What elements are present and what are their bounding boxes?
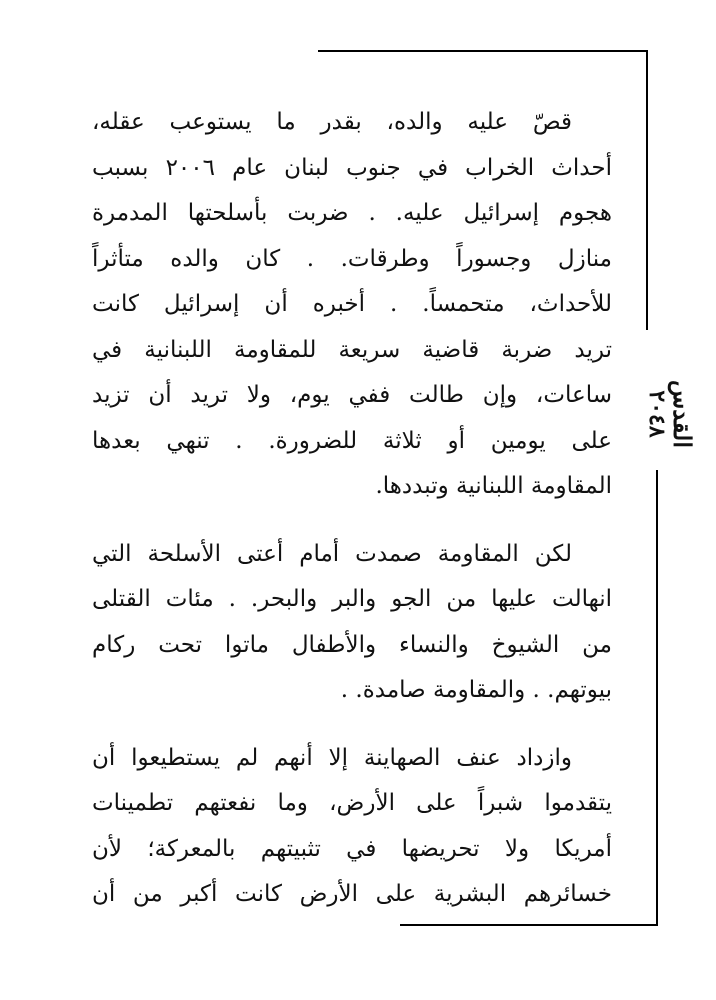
text-line: هجوم إسرائيل عليه. . ضربت بأسلحتها المدمرة [92, 200, 612, 226]
frame-right-rule [646, 50, 648, 330]
frame-top-rule [318, 50, 648, 52]
running-head-title: القدس [668, 380, 697, 449]
paragraph [92, 532, 612, 714]
text-line: على يومين أو ثلاثة للضرورة. . تنهي بعدها [92, 427, 612, 454]
text-line: منازل وجسوراً وطرقات. . كان والده متأثراً [92, 245, 612, 272]
text-line: خسائرهم البشرية على الأرض كانت أكبر من أن [92, 881, 612, 907]
paragraph [92, 100, 612, 510]
text-line: لكن المقاومة صمدت أمام أعتى الأسلحة التي [92, 540, 572, 567]
text-line: قصّ عليه والده، بقدر ما يستوعب عقله، [92, 109, 572, 135]
frame-right-lower-rule [656, 470, 658, 926]
text-line: انهالت عليها من الجو والبر والبحر. . مئات القتلى [92, 586, 612, 612]
running-head-issue: ٢٠٤٨ [644, 390, 670, 438]
text-line: يتقدموا شبراً على الأرض، وما نفعتهم تطمينات [92, 790, 612, 816]
text-line: للأحداث، متحمساً. . أخبره أن إسرائيل كانت [92, 291, 612, 317]
text-line: المقاومة اللبنانية وتبددها. [375, 473, 612, 499]
text-line: بيوتهم. . والمقاومة صامدة. . [340, 677, 612, 703]
text-line: تريد ضربة قاضية سريعة للمقاومة اللبنانية في [92, 336, 612, 363]
text-line: وازداد عنف الصهاينة إلا أنهم لم يستطيعوا أن [92, 744, 572, 771]
paragraph [92, 736, 612, 918]
text-line: ساعات، وإن طالت ففي يوم، ولا تريد أن تزيد [92, 382, 612, 408]
text-line: من الشيوخ والنساء والأطفال ماتوا تحت ركام [92, 631, 612, 658]
running-head [644, 344, 697, 484]
text-line: أحداث الخراب في جنوب لبنان عام ٢٠٠٦ بسبب [92, 154, 612, 181]
text-line: أمريكا ولا تحريضها في تثبيتهم بالمعركة؛ لأن [92, 835, 612, 862]
body-text [92, 100, 612, 940]
